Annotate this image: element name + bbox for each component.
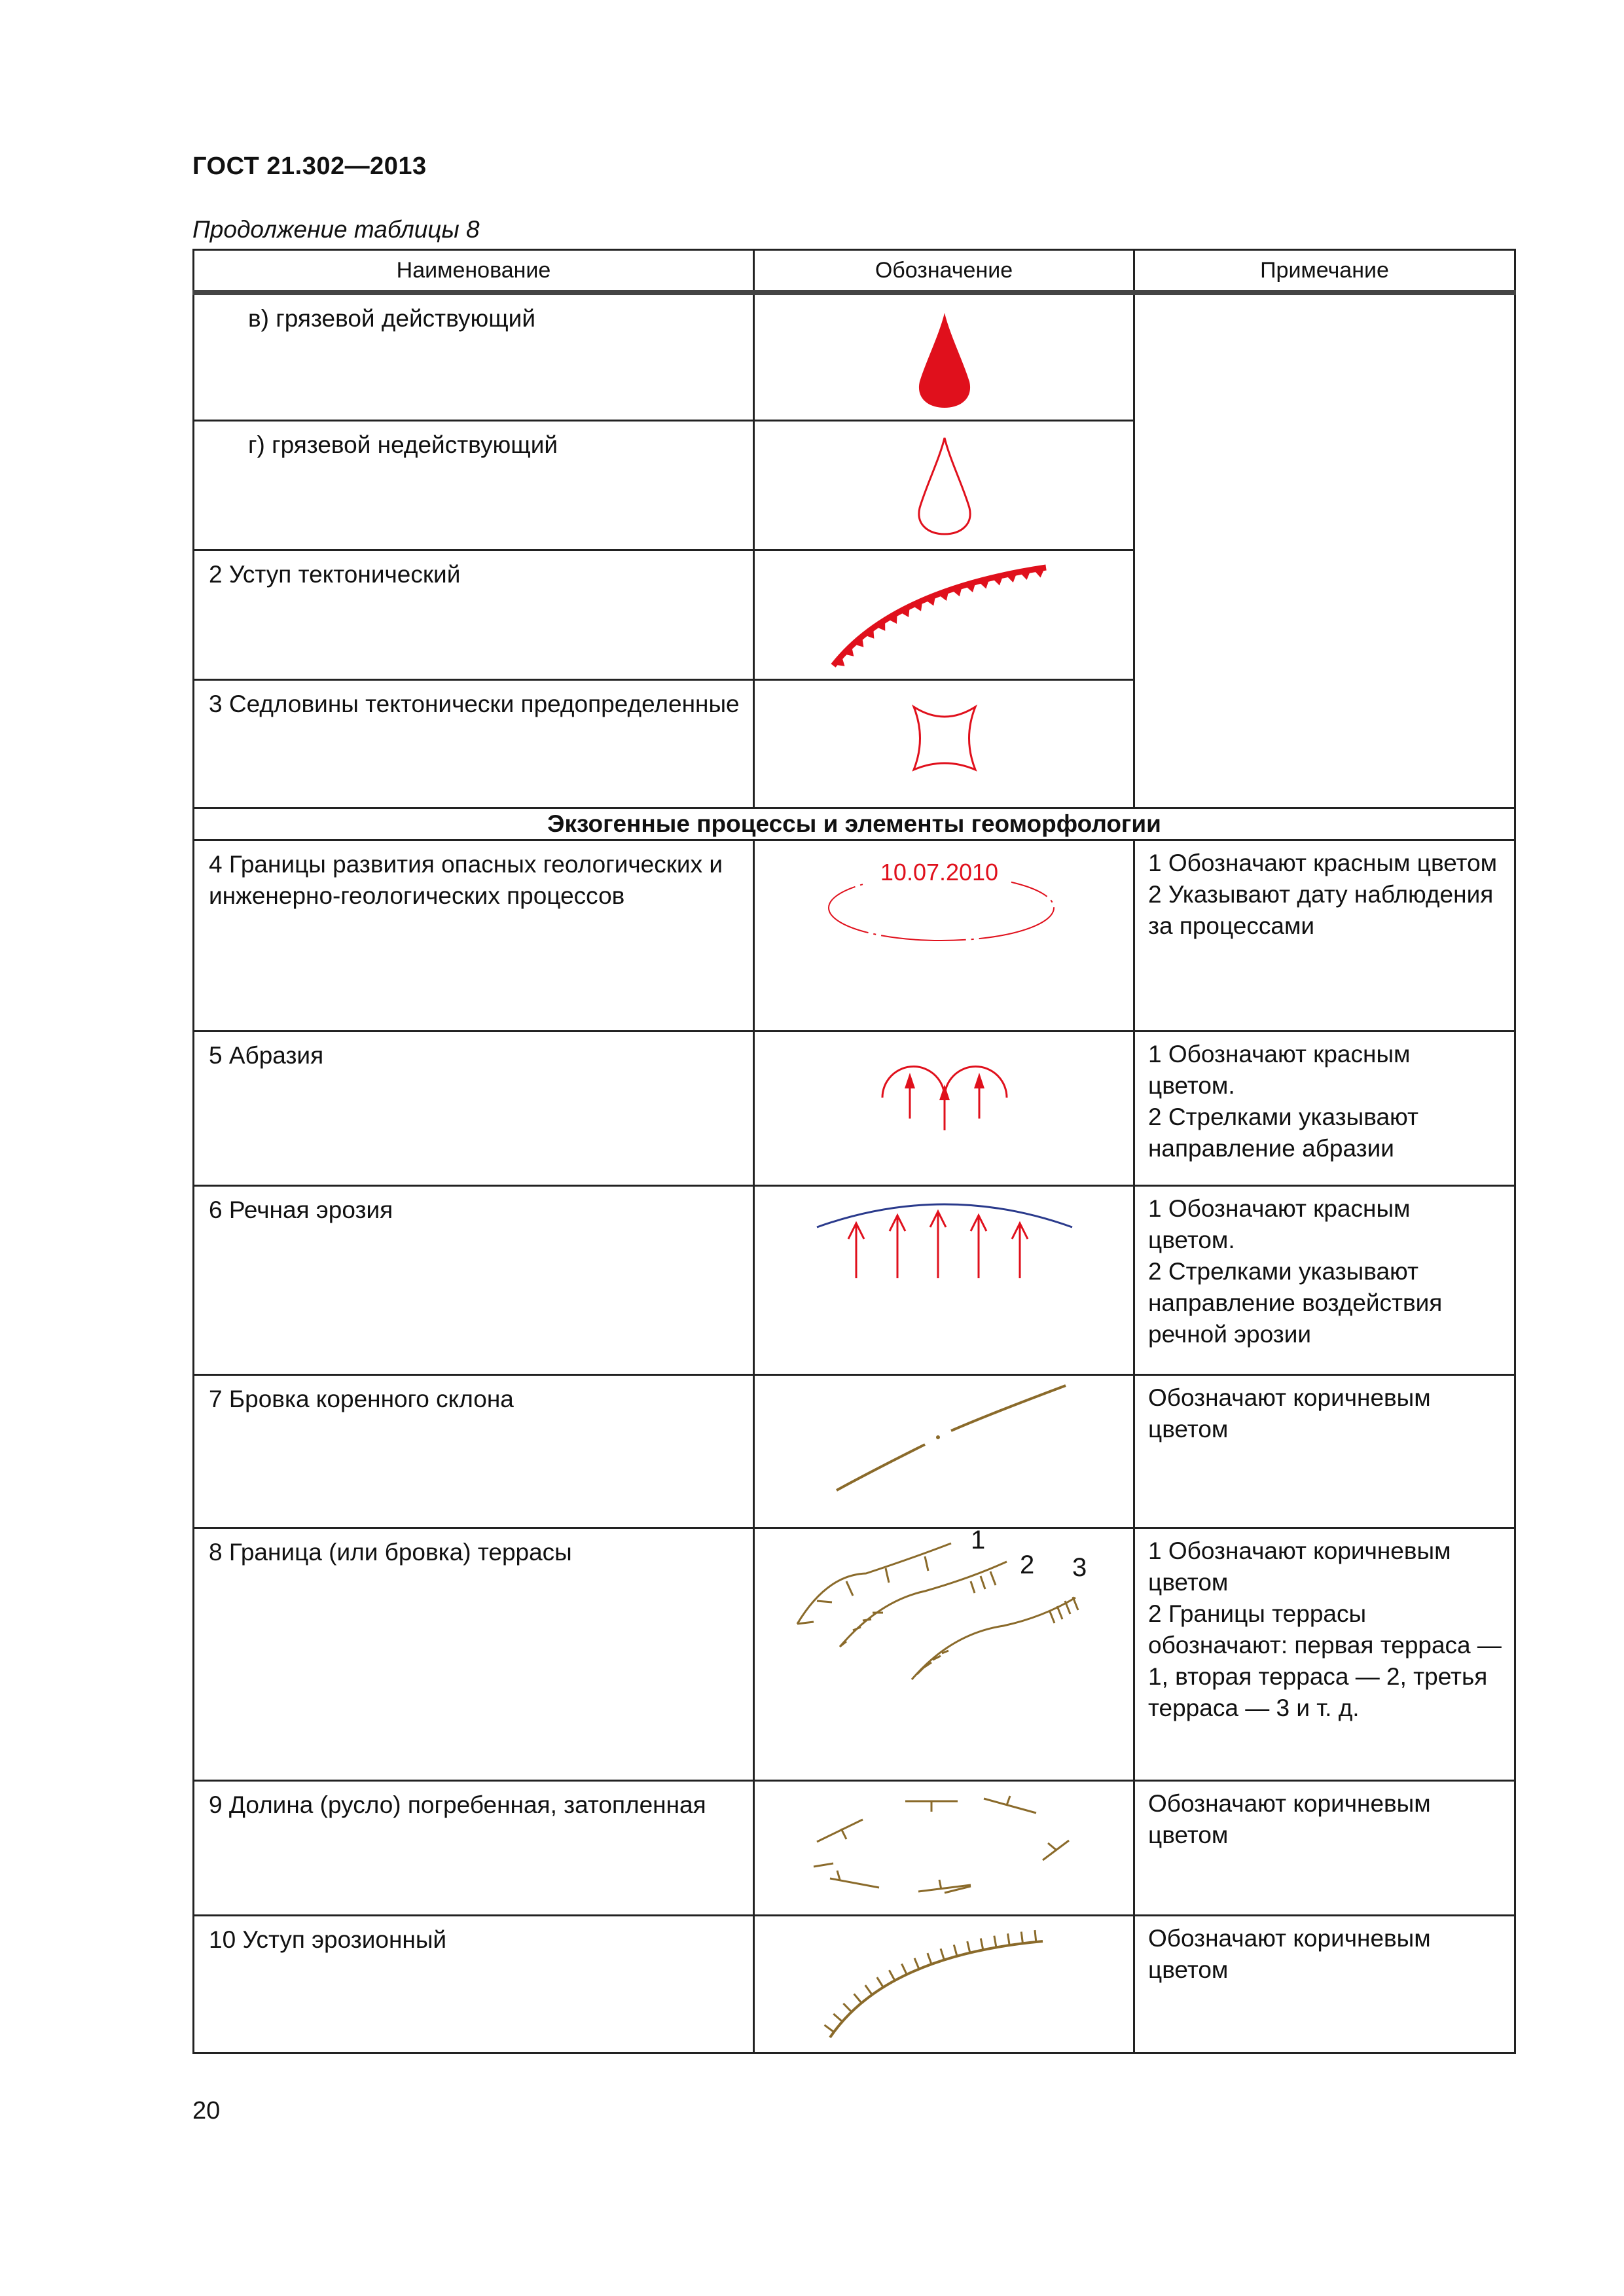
row-name: 5 Абразия: [194, 1031, 754, 1185]
note-line: Обозначают коричневым цветом: [1148, 1789, 1431, 1848]
table-row: [194, 840, 1515, 1031]
erosion-tick: [854, 1994, 862, 2003]
note-line: 1 Обозначают красным цветом.: [1148, 1040, 1411, 1099]
dashed-ellipse-boundary-icon: [755, 841, 1135, 1032]
row-note: [1134, 1374, 1515, 1528]
page-number: 20: [192, 2097, 221, 2125]
note-line: 2 Стрелками указывают направление воздействия речной эрозии: [1148, 1257, 1443, 1348]
row-name: 2 Уступ тектонический: [194, 550, 754, 679]
buried-valley-icon: [755, 1782, 1135, 1916]
row-symbol: [754, 1780, 1134, 1915]
table-row: [194, 1780, 1515, 1915]
column-header-symbol: Обозначение: [754, 250, 1134, 293]
table-row: [194, 1185, 1515, 1374]
table-row: [194, 1528, 1515, 1780]
row-symbol: [754, 550, 1134, 679]
erosion-tick: [902, 1964, 907, 1974]
filled-red-drop-icon: [755, 295, 1135, 423]
note-line: 2 Указывают дату наблюдения за процессами: [1148, 880, 1494, 939]
erosion-tick: [967, 1941, 970, 1953]
erosion-tick: [994, 1935, 996, 1947]
table-row: [194, 1031, 1515, 1185]
row-name: 6 Речная эрозия: [194, 1185, 754, 1374]
document-header: ГОСТ 21.302—2013: [192, 152, 427, 180]
row-name: 9 Долина (русло) погребенная, затопленная: [194, 1780, 754, 1915]
erosion-tick: [928, 1953, 931, 1964]
row-name: 10 Уступ эрозионный: [194, 1915, 754, 2053]
row-name: г) грязевой недействующий: [194, 420, 754, 550]
row-note-empty: [1134, 293, 1515, 808]
terrace-label-2: 2: [1020, 1550, 1035, 1579]
erosion-scarp-icon: [755, 1916, 1135, 2054]
table-row: [194, 1915, 1515, 2053]
row-note: [1134, 840, 1515, 1031]
row-name: в) грязевой действующий: [194, 293, 754, 420]
erosion-tick: [941, 1948, 944, 1960]
observation-date-label: 10.07.2010: [880, 858, 999, 886]
column-header-note: Примечание: [1134, 250, 1515, 293]
terrace-label-1: 1: [971, 1528, 986, 1554]
table-row: [194, 293, 1515, 420]
row-note: [1134, 1915, 1515, 2053]
row-symbol: [754, 1374, 1134, 1528]
row-symbol: [754, 1031, 1134, 1185]
row-symbol: [754, 1915, 1134, 2053]
note-line: 1 Обозначают красным цветом.: [1148, 1194, 1411, 1253]
erosion-tick: [981, 1938, 983, 1950]
river-erosion-icon: [755, 1187, 1135, 1376]
terrace-boundary-icon: [755, 1529, 1135, 1782]
erosion-tick: [833, 2013, 842, 2021]
erosion-tick: [824, 2024, 833, 2032]
row-note: [1134, 1185, 1515, 1374]
table-caption: Продолжение таблицы 8: [192, 216, 480, 243]
row-symbol: [754, 1528, 1134, 1780]
row-name: 3 Седловины тектонически предопределенные: [194, 679, 754, 808]
note-line: 1 Обозначают коричневым цветом: [1148, 1537, 1451, 1596]
bedrock-slope-edge-icon: [755, 1376, 1135, 1529]
erosion-tick: [877, 1977, 884, 1987]
note-line: 2 Стрелками указывают направление абразии: [1148, 1103, 1418, 1162]
erosion-tick: [843, 2003, 852, 2012]
row-note: [1134, 1780, 1515, 1915]
row-symbol: [754, 840, 1134, 1031]
row-symbol: [754, 679, 1134, 808]
table-row: [194, 1374, 1515, 1528]
terrace-label-3: 3: [1072, 1552, 1087, 1582]
erosion-tick: [1035, 1930, 1036, 1942]
row-name: 7 Бровка коренного склона: [194, 1374, 754, 1528]
erosion-tick: [889, 1970, 895, 1981]
erosion-tick: [1008, 1933, 1010, 1945]
row-symbol: [754, 293, 1134, 420]
erosion-tick: [914, 1958, 919, 1969]
table-header-row: [194, 250, 1515, 293]
column-header-name: Наименование: [194, 250, 754, 293]
section-title: Экзогенные процессы и элементы геоморфологии: [194, 808, 1515, 840]
note-line: 2 Границы террасы обозначают: первая терраса — 1, вторая терраса — 2, третья терраса — 3 и т. д.: [1148, 1600, 1502, 1721]
row-name: 4 Границы развития опасных геологических и инженерно-геологических процессов: [194, 840, 754, 1031]
tectonic-scarp-icon: [755, 551, 1135, 681]
tectonic-saddle-icon: [755, 681, 1135, 809]
row-note: [1134, 1031, 1515, 1185]
erosion-tick: [954, 1945, 957, 1956]
row-note: [1134, 1528, 1515, 1780]
abrasion-arrows-icon: [755, 1032, 1135, 1187]
note-line: 1 Обозначают красным цветом: [1148, 849, 1498, 876]
note-line: Обозначают коричневым цветом: [1148, 1384, 1431, 1443]
section-row: [194, 808, 1515, 840]
erosion-tick: [1021, 1931, 1022, 1943]
row-symbol: [754, 1185, 1134, 1374]
erosion-tick: [865, 1985, 873, 1995]
row-symbol: [754, 420, 1134, 550]
row-name: 8 Граница (или бровка) террасы: [194, 1528, 754, 1780]
outline-red-drop-icon: [755, 422, 1135, 551]
symbols-table: [192, 249, 1516, 2054]
note-line: Обозначают коричневым цветом: [1148, 1924, 1431, 1983]
